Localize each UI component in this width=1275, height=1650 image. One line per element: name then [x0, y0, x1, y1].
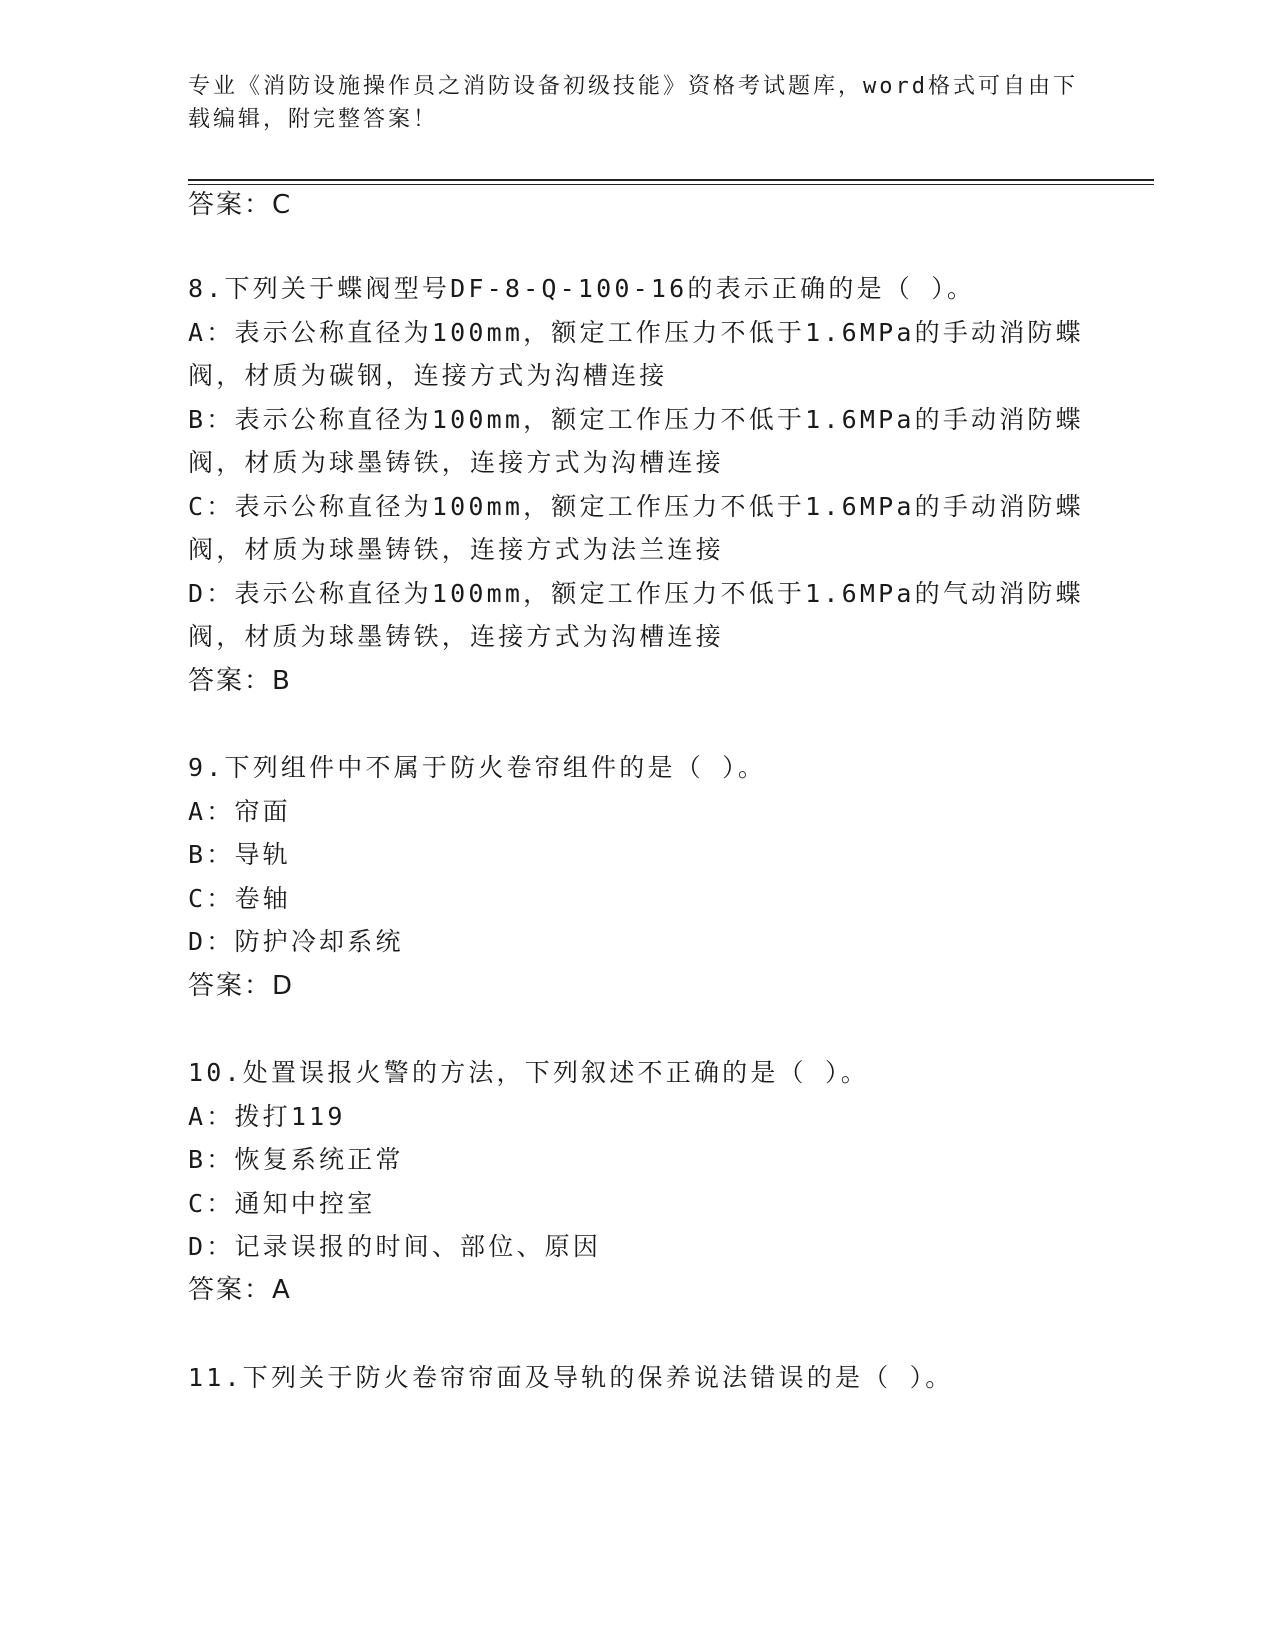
- document-header: [188, 70, 1088, 136]
- question-8-option-b-cont: 阀，材质为球墨铸铁，连接方式为沟槽连接: [188, 448, 724, 477]
- question-11-stem: 11.下列关于防火卷帘帘面及导轨的保养说法错误的是（ ）。: [188, 1363, 954, 1392]
- question-8-option-a: A：表示公称直径为100mm，额定工作压力不低于1.6MPa的手动消防蝶: [188, 318, 1084, 347]
- question-9-option-d: D：防护冷却系统: [188, 927, 404, 956]
- question-9-option-b: B：导轨: [188, 840, 291, 869]
- answer-q10: 答案：A: [188, 1275, 292, 1305]
- question-8-stem: 8.下列关于蝶阀型号DF-8-Q-100-16的表示正确的是（ ）。: [188, 274, 976, 303]
- question-9-stem: 9.下列组件中不属于防火卷帘组件的是（ ）。: [188, 753, 767, 782]
- question-8-option-c-cont: 阀，材质为球墨铸铁，连接方式为法兰连接: [188, 535, 724, 564]
- question-8-option-c: C：表示公称直径为100mm，额定工作压力不低于1.6MPa的手动消防蝶: [188, 492, 1084, 521]
- question-10-stem: 10.处置误报火警的方法，下列叙述不正确的是（ ）。: [188, 1058, 869, 1087]
- question-8-option-d: D：表示公称直径为100mm，额定工作压力不低于1.6MPa的气动消防蝶: [188, 579, 1084, 608]
- question-8-option-b: B：表示公称直径为100mm，额定工作压力不低于1.6MPa的手动消防蝶: [188, 405, 1084, 434]
- answer-q9: 答案：D: [188, 971, 295, 1001]
- question-9-option-a: A：帘面: [188, 797, 291, 826]
- question-9-option-c: C：卷轴: [188, 884, 291, 913]
- header-rule-thick: [188, 179, 1154, 181]
- question-10-option-b: B：恢复系统正常: [188, 1145, 404, 1174]
- question-10-option-c: C：通知中控室: [188, 1189, 376, 1218]
- header-line-1: 专业《消防设施操作员之消防设备初级技能》资格考试题库，word格式可自由下: [188, 74, 1078, 99]
- answer-q8: 答案：B: [188, 666, 292, 696]
- header-rule-thin: [188, 184, 1154, 185]
- header-line-2: 载编辑，附完整答案！: [188, 107, 439, 132]
- answer-q7: 答案：C: [188, 190, 293, 220]
- question-10-option-a: A：拨打119: [188, 1102, 346, 1131]
- question-10-option-d: D：记录误报的时间、部位、原因: [188, 1232, 602, 1261]
- question-8-option-a-cont: 阀，材质为碳钢，连接方式为沟槽连接: [188, 361, 668, 390]
- question-8-option-d-cont: 阀，材质为球墨铸铁，连接方式为沟槽连接: [188, 622, 724, 651]
